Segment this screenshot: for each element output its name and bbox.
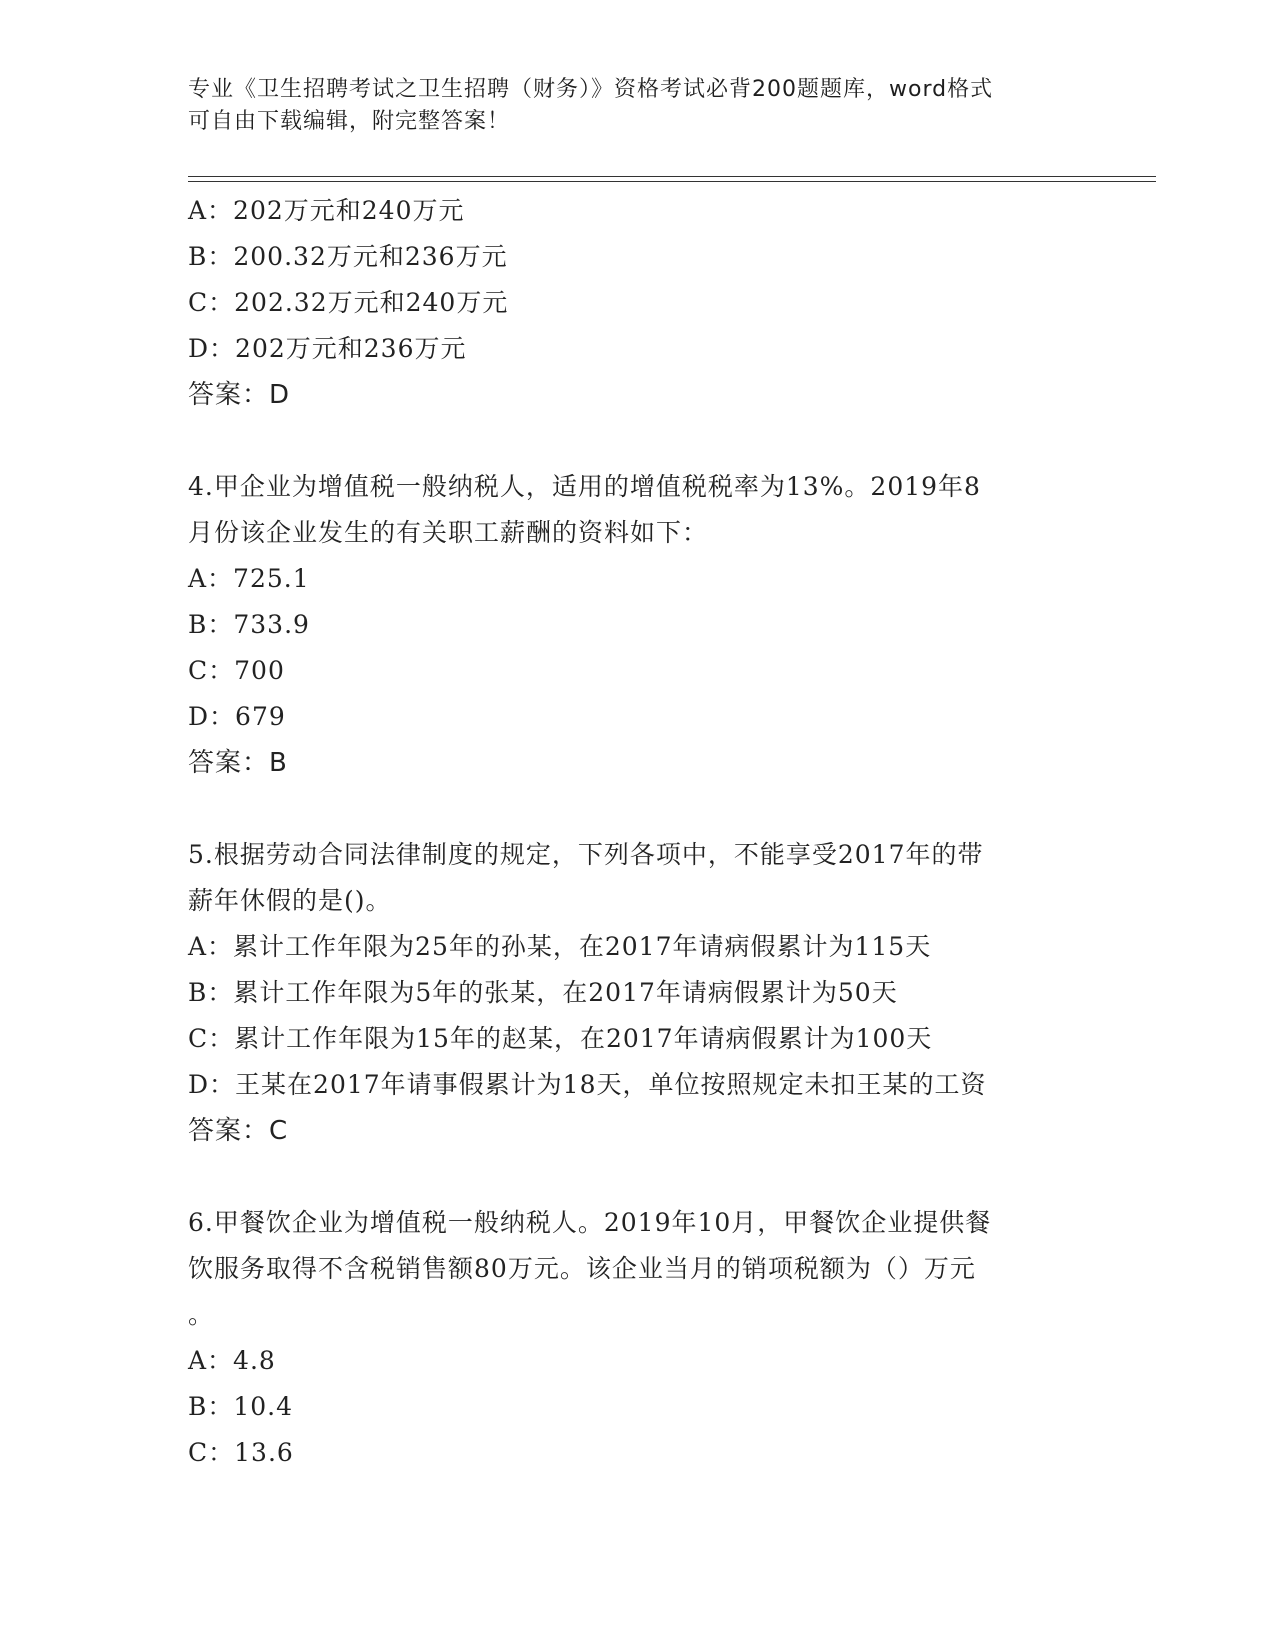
answer-label: 答案：B: [188, 748, 288, 778]
header-divider-top: [188, 176, 1156, 177]
option-a: A：4.8: [188, 1346, 276, 1375]
answer-label: 答案：C: [188, 1116, 289, 1146]
option-a: A：202万元和240万元: [188, 196, 465, 225]
question-3: [188, 188, 1088, 418]
option-a: A：725.1: [188, 564, 310, 593]
option-c: C：202.32万元和240万元: [188, 288, 509, 317]
question-4: [188, 464, 1088, 786]
option-b: B：累计工作年限为5年的张某，在2017年请病假累计为50天: [188, 978, 898, 1007]
question-stem-line-1: 4.甲企业为增值税一般纳税人，适用的增值税税率为13%。2019年8: [188, 472, 981, 501]
option-b: B：200.32万元和236万元: [188, 242, 508, 271]
option-a: A：累计工作年限为25年的孙某，在2017年请病假累计为115天: [188, 932, 932, 961]
option-d: D：679: [188, 702, 286, 731]
header-divider-bottom: [188, 181, 1156, 182]
option-b: B：10.4: [188, 1392, 294, 1421]
spacer: [188, 418, 1088, 464]
question-stem-line-1: 6.甲餐饮企业为增值税一般纳税人。2019年10月，甲餐饮企业提供餐: [188, 1208, 992, 1237]
question-6: [188, 1200, 1088, 1476]
header-title-line-2: 可自由下载编辑，附完整答案！: [188, 109, 511, 134]
document-header: [188, 74, 1088, 138]
option-b: B：733.9: [188, 610, 310, 639]
question-stem-line-2: 薪年休假的是()。: [188, 886, 392, 915]
question-5: [188, 832, 1088, 1154]
question-stem-line-3: 。: [188, 1300, 215, 1329]
question-stem-line-2: 月份该企业发生的有关职工薪酬的资料如下：: [188, 518, 709, 547]
option-d: D：202万元和236万元: [188, 334, 467, 363]
answer-label: 答案：D: [188, 380, 291, 410]
question-stem-line-2: 饮服务取得不含税销售额80万元。该企业当月的销项税额为（）万元: [188, 1254, 976, 1283]
option-c: C：累计工作年限为15年的赵某，在2017年请病假累计为100天: [188, 1024, 933, 1053]
option-c: C：13.6: [188, 1438, 294, 1467]
question-list: [188, 188, 1088, 1476]
option-c: C：700: [188, 656, 285, 685]
spacer: [188, 786, 1088, 832]
header-title-line-1: 专业《卫生招聘考试之卫生招聘（财务）》资格考试必背200题题库，word格式: [188, 77, 994, 102]
question-stem-line-1: 5.根据劳动合同法律制度的规定，下列各项中，不能享受2017年的带: [188, 840, 984, 869]
option-d: D：王某在2017年请事假累计为18天，单位按照规定未扣王某的工资: [188, 1070, 987, 1099]
spacer: [188, 1154, 1088, 1200]
